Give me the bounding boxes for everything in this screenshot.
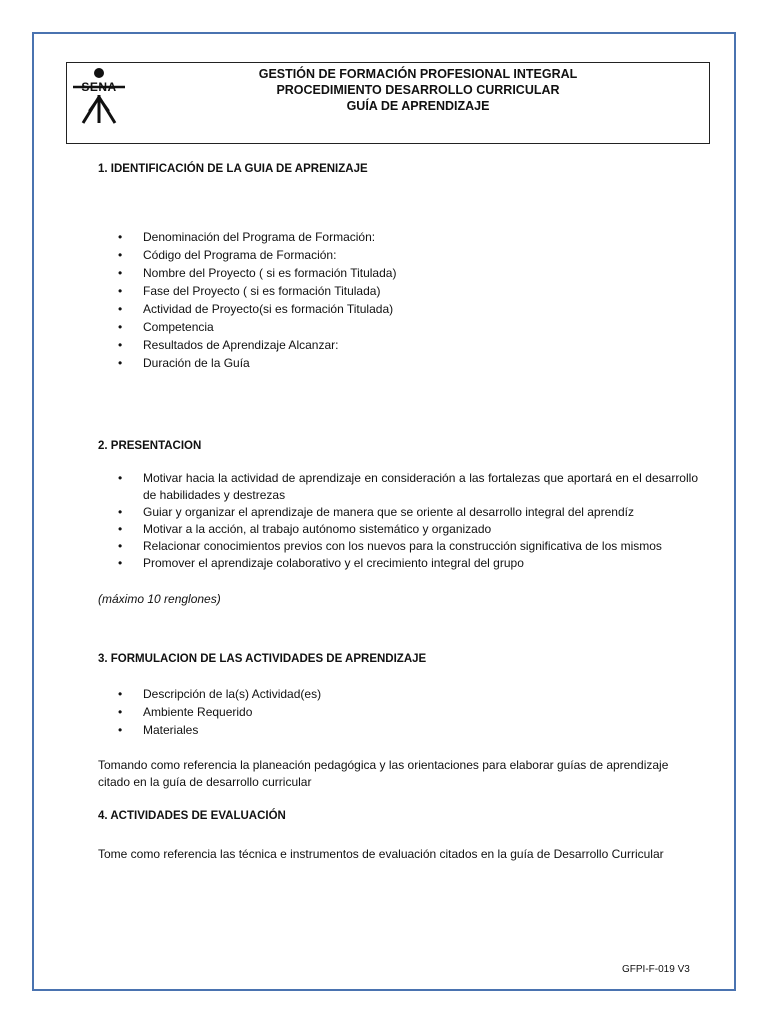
header-title-line-3: GUÍA DE APRENDIZAJE: [346, 99, 490, 113]
list-item: • Ambiente Requerido: [98, 703, 321, 721]
list-item: • Resultados de Aprendizaje Alcanzar:: [98, 336, 396, 354]
logo-text: SENA: [81, 80, 117, 94]
section-3-paragraph: Tomando como referencia la planeación pedagógica y las orientaciones para elaborar guías de aprendizaje citado en la guía de desarrollo curricular: [98, 758, 669, 789]
list-item: • Nombre del Proyecto ( si es formación Titulada): [98, 264, 396, 282]
list-item: • Fase del Proyecto ( si es formación Titulada): [98, 282, 396, 300]
section-2-list: [98, 470, 698, 572]
list-item: • Actividad de Proyecto(si es formación Titulada): [98, 300, 396, 318]
section-2-note: (máximo 10 renglones): [98, 592, 221, 606]
list-item: • Denominación del Programa de Formación:: [98, 228, 396, 246]
list-item: • Motivar a la acción, al trabajo autónomo sistemático y organizado: [98, 521, 698, 538]
list-item: • Código del Programa de Formación:: [98, 246, 396, 264]
header-title-line-2: PROCEDIMIENTO DESARROLLO CURRICULAR: [276, 83, 560, 97]
section-4-heading: 4. ACTIVIDADES DE EVALUACIÓN: [98, 810, 286, 822]
list-item: • Motivar hacia la actividad de aprendizaje en consideración a las fortalezas que aportará en el desarrollo de habilidades y destrezas: [98, 470, 698, 504]
list-item: • Materiales: [98, 721, 321, 739]
section-1-list: [98, 228, 396, 372]
form-code: GFPI-F-019 V3: [622, 964, 690, 975]
header-title-line-1: GESTIÓN DE FORMACIÓN PROFESIONAL INTEGRAL: [258, 67, 578, 81]
section-2-heading: 2. PRESENTACION: [98, 440, 202, 452]
section-1-heading: 1. IDENTIFICACIÓN DE LA GUIA DE APRENIZAJE: [98, 163, 368, 175]
list-item: • Promover el aprendizaje colaborativo y el crecimiento integral del grupo: [98, 555, 698, 572]
list-item: • Guiar y organizar el aprendizaje de manera que se oriente al desarrollo integral del aprendíz: [98, 504, 698, 521]
header-title: [127, 66, 709, 114]
section-3-heading: 3. FORMULACION DE LAS ACTIVIDADES DE APRENDIZAJE: [98, 653, 427, 665]
sena-logo-icon: [71, 67, 127, 125]
list-item: • Duración de la Guía: [98, 354, 396, 372]
document-header: [66, 62, 710, 144]
list-item: • Competencia: [98, 318, 396, 336]
list-item: • Relacionar conocimientos previos con los nuevos para la construcción significativa de los mismos: [98, 538, 698, 555]
section-4-paragraph: Tome como referencia las técnica e instrumentos de evaluación citados en la guía de Desarrollo Curricular: [98, 847, 664, 861]
sena-logo: [71, 67, 127, 125]
section-3-list: [98, 685, 321, 739]
list-item: • Descripción de la(s) Actividad(es): [98, 685, 321, 703]
